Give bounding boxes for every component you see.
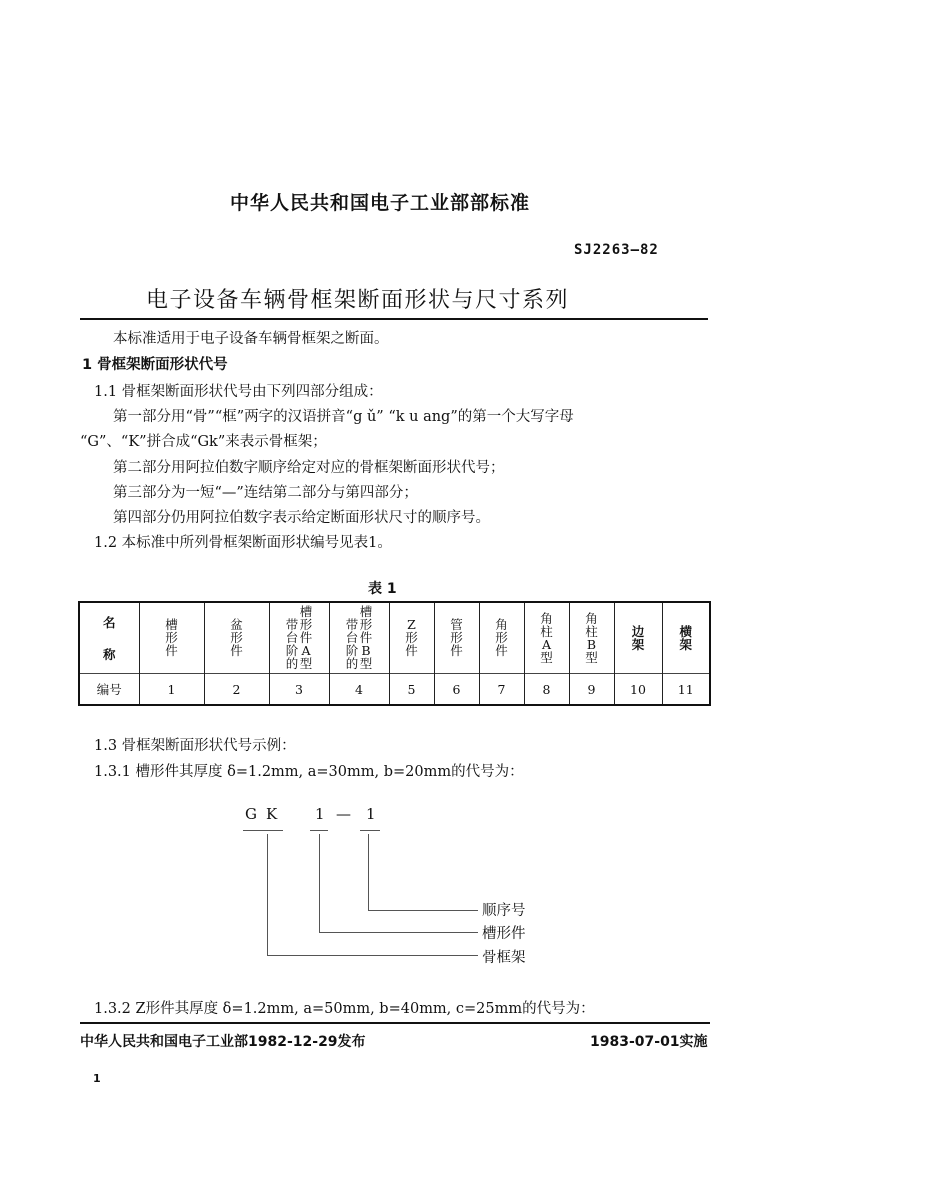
table-header-cell bbox=[204, 602, 269, 674]
leader-frame-vertical bbox=[267, 834, 268, 955]
name-header-cell bbox=[79, 602, 139, 674]
standard-body: 中华人民共和国电子工业部部标准 bbox=[230, 192, 531, 214]
column-name: 角柱A型 bbox=[540, 610, 553, 665]
name-header-bottom: 称 bbox=[102, 647, 116, 662]
column-name-part-b: 槽形件B型 bbox=[359, 604, 373, 671]
footer-rule bbox=[80, 1022, 710, 1024]
section-1-heading: 1 骨框架断面形状代号 bbox=[82, 357, 228, 373]
table-row-numbers bbox=[79, 674, 710, 706]
table-header-cell bbox=[524, 602, 569, 674]
table-cell: 9 bbox=[569, 674, 614, 706]
part-2: 第二部分用阿拉伯数字顺序给定对应的骨框架断面形状代号； bbox=[113, 460, 505, 476]
column-name-part-a: 带台阶的 bbox=[345, 617, 359, 671]
underline-seq bbox=[360, 830, 380, 831]
table-row-names bbox=[79, 602, 710, 674]
column-name-part-a: 带台阶的 bbox=[285, 617, 299, 671]
table-cell: 5 bbox=[389, 674, 434, 706]
title-rule bbox=[80, 318, 708, 320]
effective-date: 1983-07-01实施 bbox=[590, 1034, 708, 1050]
clause-1-3-2: 1.3.2 Z形件其厚度 δ=1.2mm, a=50mm, b=40mm, c=25mm的代号为： bbox=[94, 1001, 595, 1017]
column-name: 管形件 bbox=[450, 617, 463, 658]
part-1-line-b: “G”、“K”拼合成“Gk”来表示骨框架； bbox=[80, 434, 327, 450]
table-cell: 1 bbox=[139, 674, 204, 706]
table-header-cell bbox=[389, 602, 434, 674]
clause-1-3-1: 1.3.1 槽形件其厚度 δ=1.2mm, a=30mm, b=20mm的代号为： bbox=[94, 764, 524, 780]
leader-shape-vertical bbox=[319, 834, 320, 932]
part-1-line-a: 第一部分用“骨”“框”两字的汉语拼音“g ǔ” “k u ang”的第一个大写字母 bbox=[113, 409, 574, 425]
clause-1-1: 1.1 骨框架断面形状代号由下列四部分组成： bbox=[94, 384, 383, 400]
scope-paragraph: 本标准适用于电子设备车辆骨框架之断面。 bbox=[113, 331, 389, 347]
table-cell: 10 bbox=[614, 674, 662, 706]
table-header-cell bbox=[329, 602, 389, 674]
leader-seq-vertical bbox=[368, 834, 369, 910]
part-3: 第三部分为一短“—”连结第二部分与第四部分； bbox=[113, 485, 418, 501]
table-header-cell bbox=[662, 602, 710, 674]
table-header-cell bbox=[479, 602, 524, 674]
table-header-cell bbox=[614, 602, 662, 674]
standard-code: SJ2263—82 bbox=[574, 242, 659, 258]
clause-1-3: 1.3 骨框架断面形状代号示例： bbox=[94, 738, 296, 754]
column-name: 盆形件 bbox=[230, 617, 243, 658]
table-cell: 3 bbox=[269, 674, 329, 706]
column-name: Z形件 bbox=[405, 617, 418, 658]
leader-frame-horizontal bbox=[267, 955, 478, 956]
label-frame: 骨框架 bbox=[482, 950, 526, 966]
page-number: 1 bbox=[93, 1072, 101, 1085]
leader-seq-horizontal bbox=[368, 910, 478, 911]
issue-date: 中华人民共和国电子工业部1982-12-29发布 bbox=[80, 1034, 366, 1050]
code-shape-number: 1 bbox=[315, 805, 325, 823]
underline-shape bbox=[310, 830, 328, 831]
table-cell: 6 bbox=[434, 674, 479, 706]
column-name: 角形件 bbox=[495, 617, 508, 658]
code-letter-g: G bbox=[245, 805, 257, 823]
table-cell: 11 bbox=[662, 674, 710, 706]
table-cell: 2 bbox=[204, 674, 269, 706]
part-4: 第四部分仍用阿拉伯数字表示给定断面形状尺寸的顺序号。 bbox=[113, 510, 490, 526]
clause-1-2: 1.2 本标准中所列骨框架断面形状编号见表1。 bbox=[94, 535, 392, 551]
table-header-cell bbox=[139, 602, 204, 674]
code-dash: — bbox=[336, 805, 351, 823]
leader-shape-horizontal bbox=[319, 932, 478, 933]
table-header-cell bbox=[569, 602, 614, 674]
document-title: 电子设备车辆骨框架断面形状与尺寸系列 bbox=[146, 288, 570, 313]
column-name: 边架 bbox=[631, 623, 645, 652]
table-cell: 7 bbox=[479, 674, 524, 706]
code-letter-k: K bbox=[266, 805, 278, 823]
column-name: 角柱B型 bbox=[585, 610, 598, 665]
table-caption: 表 1 bbox=[368, 581, 397, 597]
column-name: 槽形件 bbox=[165, 617, 178, 658]
column-name-part-b: 槽形件A型 bbox=[299, 604, 313, 671]
underline-gk bbox=[243, 830, 283, 831]
label-sequence: 顺序号 bbox=[482, 903, 526, 919]
table-header-cell bbox=[434, 602, 479, 674]
table-header-cell bbox=[269, 602, 329, 674]
label-shape: 槽形件 bbox=[482, 926, 526, 942]
name-header-top: 名 bbox=[102, 615, 116, 630]
column-name: 横架 bbox=[679, 623, 692, 652]
table-cell: 8 bbox=[524, 674, 569, 706]
shape-code-table bbox=[78, 601, 711, 706]
number-header-cell: 编号 bbox=[79, 674, 139, 706]
table-cell: 4 bbox=[329, 674, 389, 706]
code-sequence-number: 1 bbox=[366, 805, 376, 823]
